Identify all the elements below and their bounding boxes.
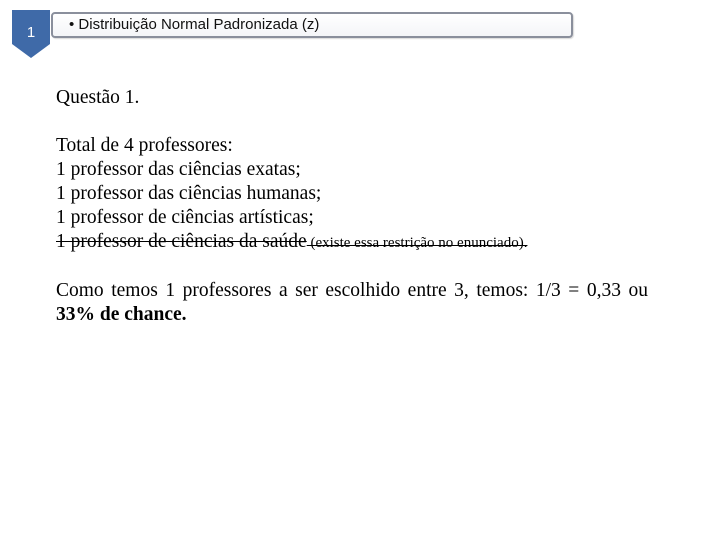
- question-heading: Questão 1.: [56, 87, 140, 108]
- list-item: 1 professor das ciências exatas;: [56, 159, 301, 180]
- answer-result: 33% de chance.: [56, 304, 187, 325]
- answer-paragraph: [56, 279, 648, 327]
- slide-title: • Distribuição Normal Padronizada (z): [51, 12, 573, 38]
- slide-number: 1: [26, 24, 36, 41]
- struck-list-item: [56, 230, 648, 255]
- list-item: 1 professor de ciências artísticas;: [56, 207, 314, 228]
- slide-content: [56, 86, 648, 327]
- struck-line-text: 1 professor de ciências da saúde: [56, 231, 307, 252]
- answer-text: Como temos 1 professores a ser escolhido entre 3, temos: 1/3 = 0,33 ou: [56, 280, 648, 301]
- teacher-list: [56, 134, 648, 255]
- list-item: Total de 4 professores:: [56, 135, 233, 156]
- struck-note: (existe essa restrição no enunciado).: [306, 235, 528, 251]
- list-item: 1 professor das ciências humanas;: [56, 183, 322, 204]
- slide-number-badge: [12, 10, 50, 58]
